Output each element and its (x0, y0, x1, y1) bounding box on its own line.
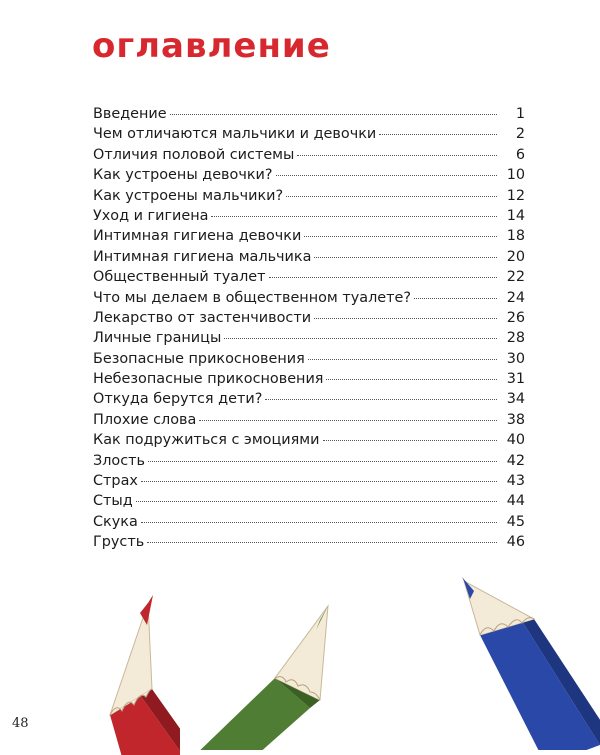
toc-leader-dots (141, 522, 497, 523)
toc-leader-dots (199, 420, 497, 421)
toc-entry-title: Грусть (93, 534, 145, 551)
page-number: 48 (12, 716, 29, 731)
toc-entry-page: 30 (506, 350, 525, 367)
toc-entry-page: 44 (506, 493, 525, 510)
toc-entry[interactable] (93, 145, 525, 165)
toc-leader-dots (147, 542, 497, 543)
toc-entry-page: 34 (506, 391, 525, 408)
toc-entry-page: 24 (506, 289, 525, 306)
page-title: оглавление (92, 26, 331, 66)
toc-entry-title: Общественный туалет (93, 269, 266, 286)
toc-entry-page: 46 (506, 534, 525, 551)
toc-entry[interactable] (93, 226, 525, 246)
toc-entry-title: Откуда берутся дети? (93, 391, 263, 408)
toc-leader-dots (414, 298, 497, 299)
toc-leader-dots (269, 277, 498, 278)
toc-leader-dots (304, 236, 497, 237)
toc-entry-title: Интимная гигиена девочки (93, 228, 302, 245)
toc-entry-title: Страх (93, 473, 138, 490)
toc-entry-title: Стыд (93, 493, 133, 510)
toc-entry-page: 12 (506, 187, 525, 204)
toc-entry[interactable] (93, 491, 525, 511)
toc-leader-dots (297, 155, 497, 156)
toc-entry-page: 45 (506, 513, 525, 530)
toc-entry[interactable] (93, 124, 525, 144)
toc-entry[interactable] (93, 288, 525, 308)
toc-entry-title: Интимная гигиена мальчика (93, 248, 312, 265)
toc-entry-title: Чем отличаются мальчики и девочки (93, 126, 377, 143)
toc-entry-page: 43 (506, 473, 525, 490)
toc-entry-title: Как устроены девочки? (93, 167, 273, 184)
toc-entry-title: Скука (93, 513, 138, 530)
toc-entry-page: 38 (506, 411, 525, 428)
toc-entry[interactable] (93, 267, 525, 287)
toc-entry-page: 14 (506, 207, 525, 224)
toc-entry[interactable] (93, 369, 525, 389)
toc-entry[interactable] (93, 471, 525, 491)
toc-entry-title: Что мы делаем в общественном туалете? (93, 289, 411, 306)
toc-entry-title: Лекарство от застенчивости (93, 309, 312, 326)
toc-leader-dots (314, 318, 497, 319)
green-pencil-illustration (180, 600, 340, 750)
toc-entry-page: 18 (506, 228, 525, 245)
toc-entry[interactable] (93, 512, 525, 532)
toc-entry-page: 10 (506, 167, 525, 184)
toc-entry[interactable] (93, 451, 525, 471)
toc-entry[interactable] (93, 186, 525, 206)
toc-leader-dots (170, 114, 497, 115)
toc-leader-dots (211, 216, 497, 217)
toc-leader-dots (276, 175, 497, 176)
blue-pencil-illustration (450, 575, 600, 750)
toc-leader-dots (326, 379, 497, 380)
toc-leader-dots (224, 338, 497, 339)
toc-leader-dots (323, 440, 498, 441)
toc-entry[interactable] (93, 206, 525, 226)
toc-entry[interactable] (93, 104, 525, 124)
red-pencil-illustration (40, 585, 180, 755)
toc-entry[interactable] (93, 349, 525, 369)
toc-entry[interactable] (93, 389, 525, 409)
toc-leader-dots (265, 399, 497, 400)
toc-entry[interactable] (93, 308, 525, 328)
toc-leader-dots (314, 257, 497, 258)
toc-entry[interactable] (93, 165, 525, 185)
toc-leader-dots (308, 359, 497, 360)
toc-entry-title: Введение (93, 106, 167, 122)
toc-leader-dots (141, 481, 497, 482)
table-of-contents (93, 104, 525, 553)
toc-entry-title: Безопасные прикосновения (93, 350, 305, 367)
toc-leader-dots (286, 196, 497, 197)
toc-entry-page: 20 (506, 248, 525, 265)
toc-entry-title: Личные границы (93, 330, 222, 347)
toc-entry-title: Отличия половой системы (93, 146, 295, 163)
toc-entry-title: Как подружиться с эмоциями (93, 432, 320, 449)
toc-entry-title: Как устроены мальчики? (93, 187, 284, 204)
toc-entry-page: 31 (506, 371, 525, 388)
toc-entry[interactable] (93, 430, 525, 450)
toc-leader-dots (136, 501, 497, 502)
toc-entry[interactable] (93, 247, 525, 267)
toc-entry-page: 26 (506, 309, 525, 326)
toc-entry-title: Небезопасные прикосновения (93, 371, 324, 388)
toc-leader-dots (148, 461, 497, 462)
toc-entry-title: Уход и гигиена (93, 207, 209, 224)
toc-entry-page: 22 (506, 269, 525, 286)
toc-entry-page: 6 (515, 146, 525, 163)
toc-entry-page: 2 (515, 126, 525, 143)
toc-entry-title: Плохие слова (93, 411, 197, 428)
toc-entry[interactable] (93, 410, 525, 430)
toc-entry[interactable] (93, 532, 525, 552)
toc-entry-page: 40 (506, 432, 525, 449)
toc-entry-page: 42 (506, 452, 525, 469)
toc-entry-title: Злость (93, 452, 146, 469)
toc-entry[interactable] (93, 328, 525, 348)
toc-entry-page: 1 (515, 106, 525, 122)
toc-entry-page: 28 (506, 330, 525, 347)
toc-leader-dots (379, 134, 497, 135)
